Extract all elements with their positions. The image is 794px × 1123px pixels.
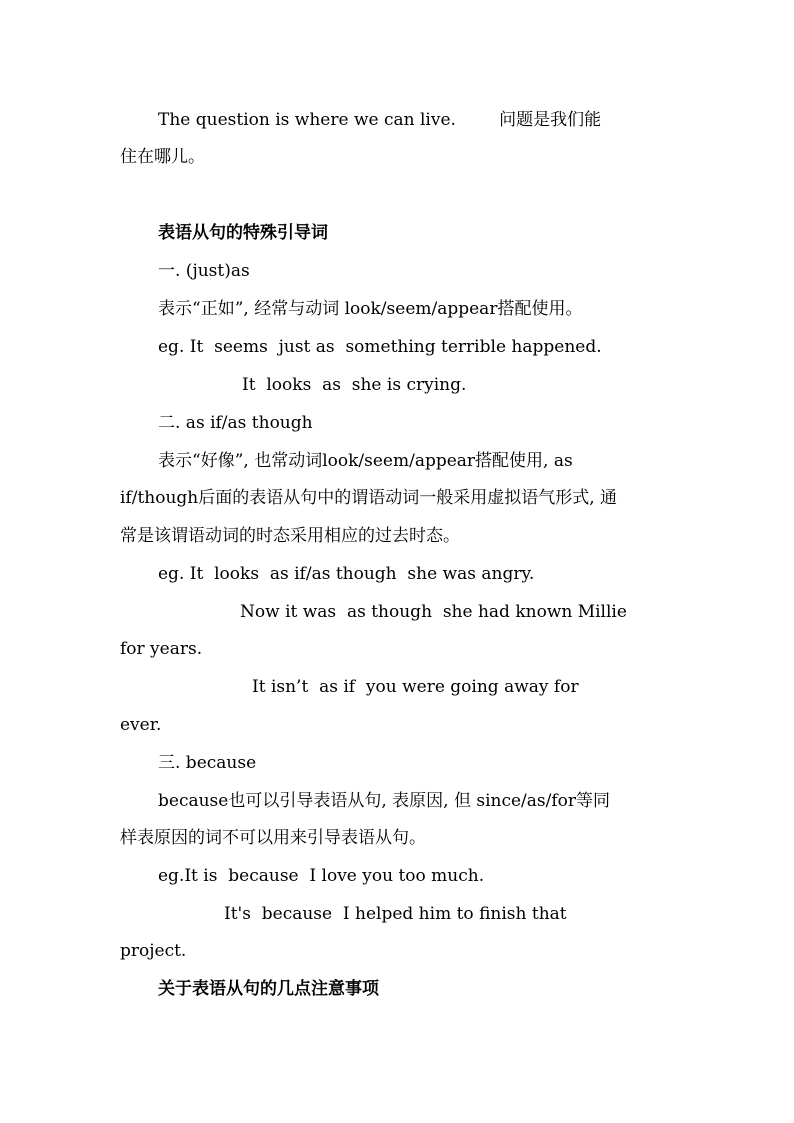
example-line: Now it was as though she had known Millie [240, 602, 627, 622]
text-line: 三. because [158, 753, 257, 773]
text-line: The question is where we can live. 问题是我们能 [158, 110, 602, 130]
example-line: eg.It is because I love you too much. [158, 866, 485, 886]
text-line: if/though后面的表语从句中的谓语动词一般采用虚拟语气形式, 通 [120, 488, 618, 508]
section-heading: 关于表语从句的几点注意事项 [158, 979, 379, 999]
text-line: 样表原因的词不可以用来引导表语从句。 [120, 828, 426, 848]
text-line: 一. (just)as [158, 261, 250, 281]
example-line: project. [120, 941, 187, 961]
text-line: 住在哪儿。 [120, 147, 205, 167]
section-heading: 表语从句的特殊引导词 [158, 223, 328, 243]
example-line: It's because I helped him to finish that [224, 904, 567, 924]
example-line: eg. It looks as if/as though she was angry. [158, 564, 535, 584]
example-line: ever. [120, 715, 162, 735]
text-line: 常是该谓语动词的时态采用相应的过去时态。 [120, 526, 460, 546]
example-line: for years. [120, 639, 203, 659]
text-line: 表示“好像”, 也常动词look/seem/appear搭配使用, as [158, 451, 573, 471]
text-line: because也可以引导表语从句, 表原因, 但 since/as/for等同 [158, 791, 611, 811]
example-line: It looks as she is crying. [242, 375, 467, 395]
example-line: eg. It seems just as something terrible happened. [158, 337, 602, 357]
example-line: It isn’t as if you were going away for [252, 677, 579, 697]
text-line: 二. as if/as though [158, 413, 313, 433]
text-line: 表示“正如”, 经常与动词 look/seem/appear搭配使用。 [158, 299, 583, 319]
